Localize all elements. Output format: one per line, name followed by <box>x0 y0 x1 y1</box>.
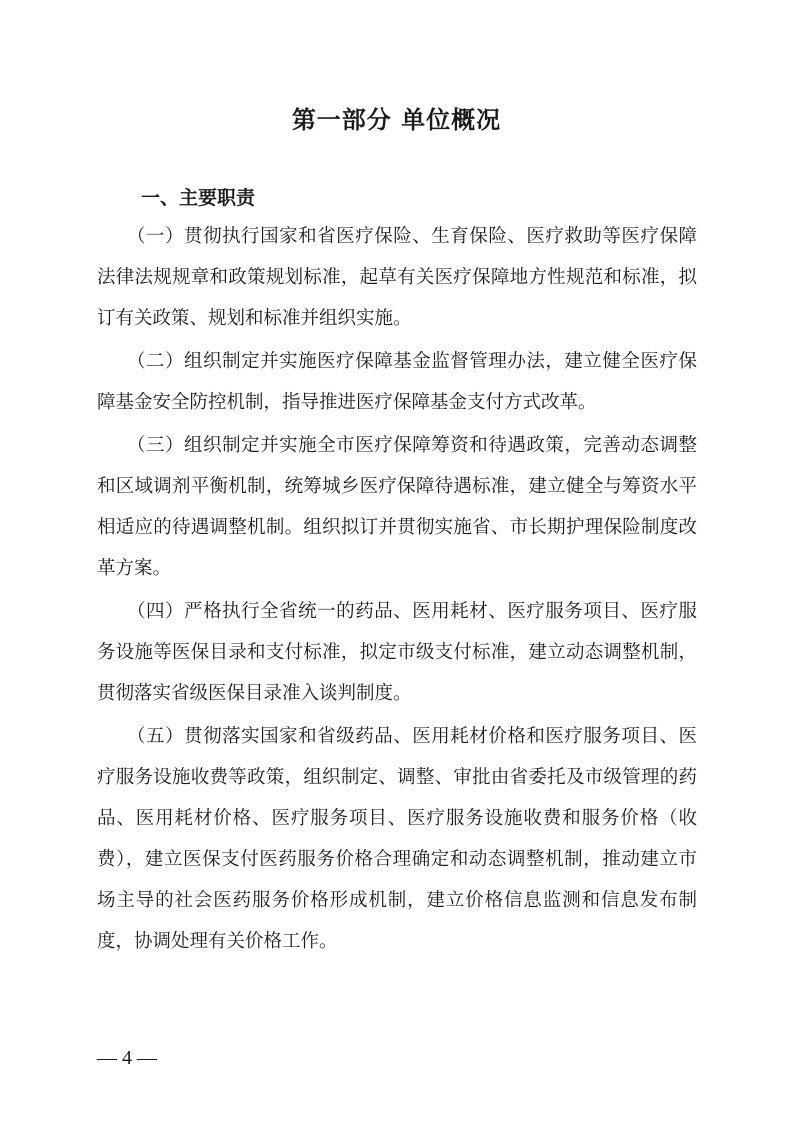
duty-paragraph-3: （三）组织制定并实施全市医疗保障筹资和待遇政策，完善动态调整和区域调剂平衡机制，统筹城乡医疗保障待遇标准，建立健全与筹资水平相适应的待遇调整机制。组织拟订并贯彻实施省、市长期护理保险制度改革方案。 <box>97 435 697 579</box>
duty-paragraph-5: （五）贯彻落实国家和省级药品、医用耗材价格和医疗服务项目、医疗服务设施收费等政策，组织制定、调整、审批由省委托及市级管理的药品、医用耗材价格、医疗服务项目、医疗服务设施收费和服务价格（收费），建立医保支付医药服务价格合理确定和动态调整机制，推动建立市场主导的社会医药服务价格形成机制，建立价格信息监测和信息发布制度，协调处理有关价格工作。 <box>97 726 697 952</box>
duty-paragraph-4: （四）严格执行全省统一的药品、医用耗材、医疗服务项目、医疗服务设施等医保目录和支付标准，拟定市级支付标准，建立动态调整机制，贯彻落实省级医保目录准入谈判制度。 <box>97 601 697 704</box>
page-number: — 4 — <box>97 1047 157 1069</box>
duty-paragraph-1: （一）贯彻执行国家和省医疗保险、生育保险、医疗救助等医疗保障法律法规规章和政策规划标准，起草有关医疗保障地方性规范和标准，拟订有关政策、规划和标准并组织实施。 <box>97 226 697 329</box>
duty-paragraph-2: （二）组织制定并实施医疗保障基金监督管理办法，建立健全医疗保障基金安全防控机制，指导推进医疗保障基金支付方式改革。 <box>97 351 697 413</box>
document-body <box>97 180 697 964</box>
page-title: 第一部分 单位概况 <box>291 106 502 134</box>
section-heading: 一、主要职责 <box>141 187 256 209</box>
